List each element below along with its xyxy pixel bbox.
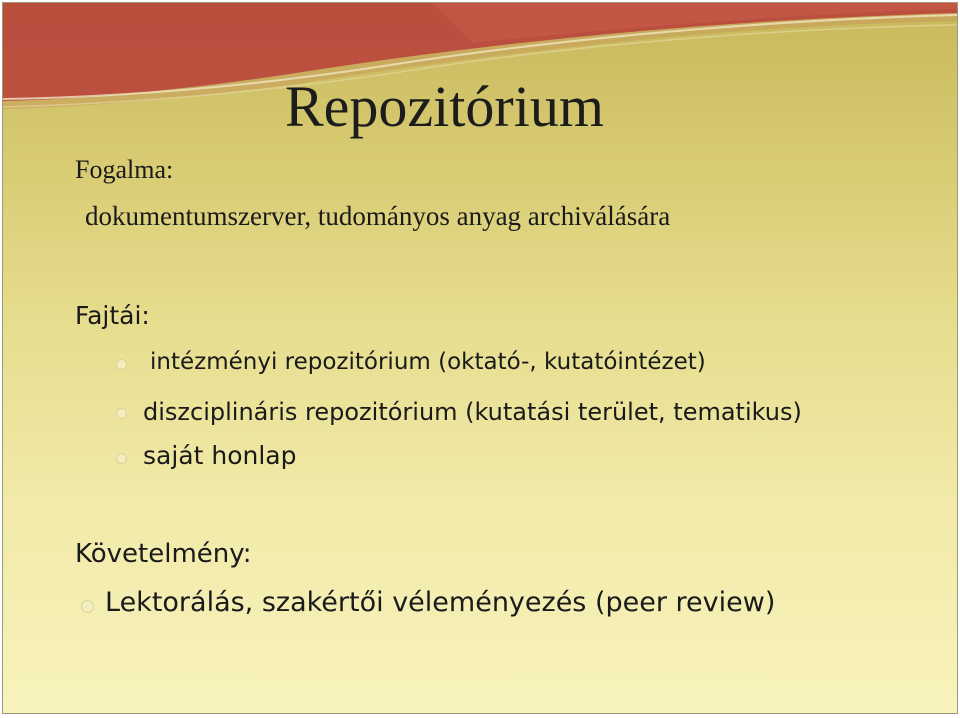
bullet-icon xyxy=(116,408,127,419)
list-item-sajat-honlap: saját honlap xyxy=(143,441,297,470)
bullet-icon xyxy=(116,453,127,464)
section-heading-fajtai: Fajtái: xyxy=(75,301,150,330)
slide xyxy=(2,2,958,714)
bullet-icon xyxy=(116,359,127,370)
section-heading-kovetelmeny: Követelmény: xyxy=(75,539,252,569)
bullet-icon xyxy=(81,600,94,613)
list-item-lektoralas: Lektorálás, szakértői véleményezés (peer review) xyxy=(105,587,776,618)
section-heading-fogalma: Fogalma: xyxy=(75,155,174,184)
list-item-diszciplinaris: diszciplináris repozitórium (kutatási terület, tematikus) xyxy=(143,398,802,426)
list-item-intezmenyi: intézményi repozitórium (oktató-, kutatóintézet) xyxy=(150,349,706,375)
fogalma-definition: dokumentumszerver, tudományos anyag archiválására xyxy=(85,201,671,231)
slide-title: Repozitórium xyxy=(285,74,604,139)
